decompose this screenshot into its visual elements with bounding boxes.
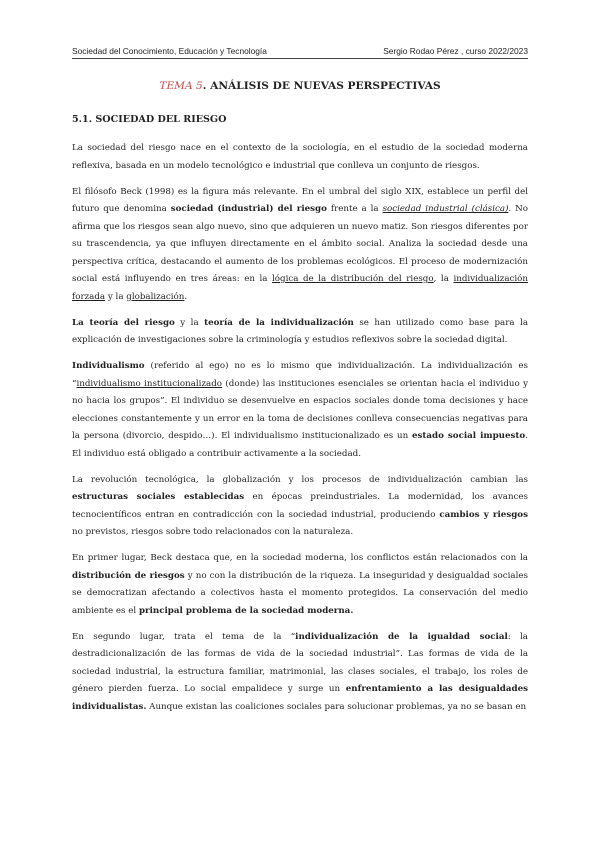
paragraph: La sociedad del riesgo nace en el contexto de la sociología, en el estudio de la sociedad moderna reflexiva, basada en un modelo tecnológico e industrial que conlleva un conjunto de riesgos. <box>72 143 528 171</box>
text: : la destradicionalización de las formas de vida de la sociedad industrial”. Las formas de vida de la sociedad industrial, la estructura familiar, matrimonial, las clases sociales, el trabajo, los roles de género pierden fuerza. Lo social empalidece y surge un <box>72 631 528 694</box>
chapter-title-text: . ANÁLISIS DE NUEVAS PERSPECTIVAS <box>202 80 441 92</box>
italic-term: sociedad industrial (clásica) <box>382 204 509 214</box>
paragraph <box>72 358 528 463</box>
bold-term: cambios y riesgos <box>439 509 528 520</box>
chapter-number: TEMA 5 <box>159 80 203 92</box>
text: se han utilizado como base para la explicación de investigaciones sobre la criminología y estudios reflexivos sobre la sociedad digital. <box>72 317 528 345</box>
text: y la <box>105 291 127 302</box>
text: en épocas preindustriales. La modernidad, los avances tecnocientíficos entran en contradicción con la sociedad industrial, produciendo <box>72 492 528 520</box>
page-header <box>72 46 528 59</box>
text: En primer lugar, Beck destaca que, en la sociedad moderna, los conflictos están relacionados con la <box>72 553 528 563</box>
text: La revolución tecnológica, la globalización y los procesos de individualización cambian las <box>72 474 528 485</box>
underlined-term: individualismo institucionalizado <box>76 378 223 389</box>
bold-term: Individualismo <box>72 361 145 371</box>
bold-term: distribución de riesgos <box>72 570 185 581</box>
header-course: Sociedad del Conocimiento, Educación y Tecnología <box>72 46 267 56</box>
paragraph <box>72 550 528 620</box>
text: , la <box>433 274 454 284</box>
bold-term: estructuras sociales establecidas <box>72 492 245 502</box>
bold-term: principal problema de la sociedad moderna. <box>138 605 354 616</box>
underlined-term: lógica de la distribución del riesgo <box>272 274 434 284</box>
body-text <box>72 140 528 725</box>
text: El filósofo Beck (1998) es la figura más relevante. En el umbral del siglo XIX, establece un perfil del futuro que denomina <box>72 186 528 214</box>
paragraph <box>72 629 528 717</box>
text: Aunque existan las coaliciones sociales para solucionar problemas, ya no se basan en <box>146 701 527 712</box>
bold-term: enfrentamiento a las desigualdades individualistas. <box>72 684 528 712</box>
paragraph <box>72 472 528 542</box>
bold-term: La teoría del riesgo <box>72 317 175 328</box>
paragraph <box>72 315 528 350</box>
text: . No afirma que los riesgos sean algo nuevo, sino que adquieren un nuevo matiz. Son riesgos diferentes por su trascendencia, ya que influyen directamente en el ámbito social. Analiza la sociedad desde una perspectiva crítica, destacando el aumento de los problemas ecológicos. El proceso de modernización social está influyendo en tres áreas: en la <box>72 204 529 284</box>
text: frente a la <box>326 204 383 214</box>
underlined-term: individualización forzada <box>72 274 528 302</box>
bold-term: individualización de la igualdad social <box>295 631 508 642</box>
text: . <box>184 291 188 302</box>
bold-term: sociedad (industrial) del riesgo <box>170 204 327 214</box>
text: no previstos, riesgos sobre todo relacionados con la naturaleza. <box>72 527 354 537</box>
text: . El individuo está obligado a contribuir activamente a la sociedad. <box>72 431 528 459</box>
text: y no con la distribución de la riqueza. La inseguridad y desigualdad sociales se democratizan afectando a colectivos hasta el momento protegidos. La conservación del medio ambiente es el <box>72 570 528 616</box>
underlined-term: globalización <box>126 291 185 302</box>
text: En segundo lugar, trata el tema de la “ <box>72 631 296 642</box>
section-heading: 5.1. SOCIEDAD DEL RIESGO <box>72 114 227 125</box>
header-author: Sergio Rodao Pérez , curso 2022/2023 <box>383 46 528 56</box>
paragraph <box>72 184 528 307</box>
chapter-title <box>72 80 528 92</box>
text: (referido al ego) no es lo mismo que individualización. La individualización es “ <box>72 361 528 389</box>
bold-term: teoría de la individualización <box>204 317 354 328</box>
bold-term: estado social impuesto <box>411 431 526 441</box>
text: (donde) las instituciones esenciales se orientan hacia el individuo y no hacia los grupos”. El individuo se desenvuelve en espacios sociales donde toma decisiones y hace elecciones constantemente y un error en la toma de decisiones conlleva consecuencias negativas para la persona (divorcio, despido…). El individualismo institucionalizado es un <box>72 378 529 441</box>
text: y la <box>174 317 205 328</box>
